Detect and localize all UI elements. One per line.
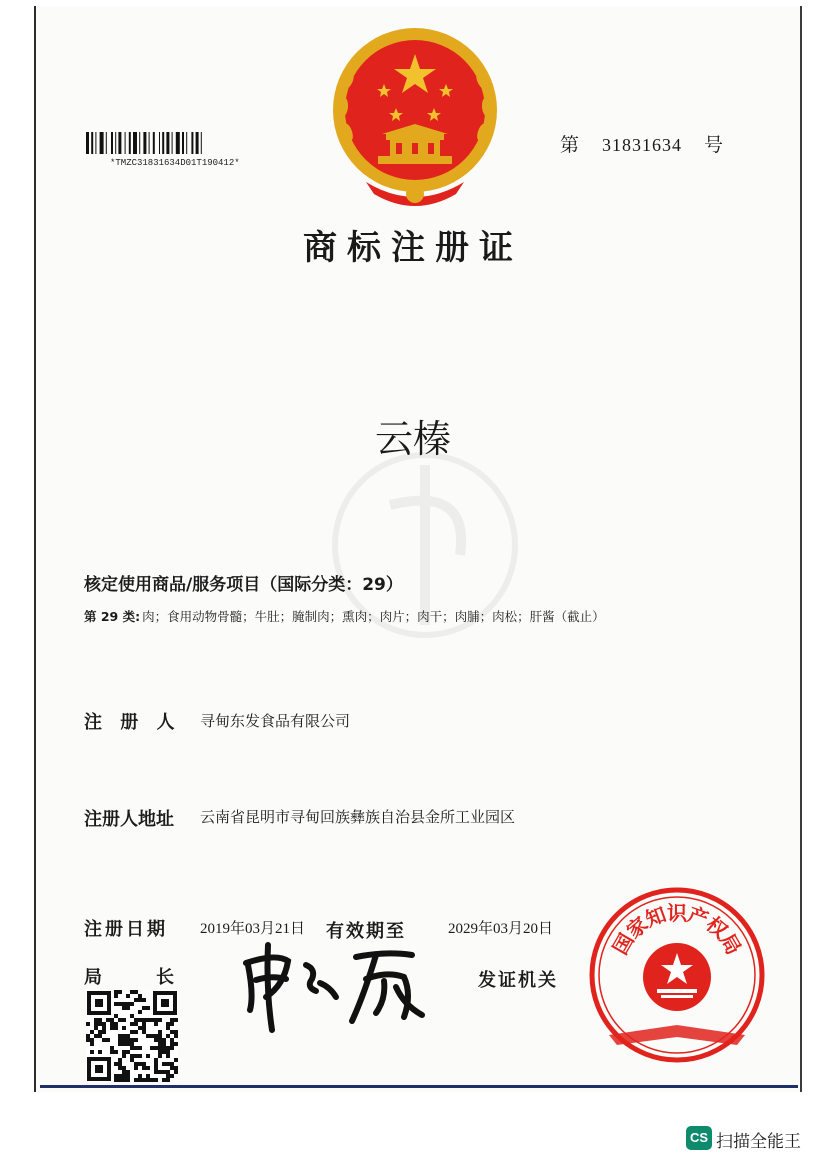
registrant-label: 注 册 人 bbox=[84, 712, 181, 733]
svg-text:权: 权 bbox=[701, 911, 733, 944]
issuer-label: 发证机关 bbox=[478, 970, 558, 991]
number-prefix: 第 bbox=[560, 134, 581, 156]
number-suffix: 号 bbox=[704, 134, 725, 156]
valid-until-date: 2029年03月20日 bbox=[448, 921, 554, 937]
svg-text:产: 产 bbox=[684, 902, 712, 932]
svg-text:家: 家 bbox=[621, 911, 653, 944]
address-label: 注册人地址 bbox=[84, 809, 174, 830]
address-value: 云南省昆明市寻甸回族彝族自治县金所工业园区 bbox=[200, 808, 516, 826]
barcode-number: *TMZC31831634D01T190412* bbox=[110, 158, 240, 168]
national-emblem-icon bbox=[326, 22, 504, 214]
certificate-title: 商标注册证 bbox=[303, 228, 523, 268]
camscanner-logo-icon: CS bbox=[686, 1126, 712, 1150]
qr-code-icon bbox=[86, 990, 178, 1082]
director-signature-icon bbox=[236, 935, 446, 1035]
number-value: 31831634 bbox=[602, 135, 683, 155]
official-seal-icon bbox=[587, 885, 767, 1065]
registrant-value: 寻甸东发食品有限公司 bbox=[200, 712, 351, 730]
trademark-name: 云榛 bbox=[374, 417, 451, 461]
certificate-number bbox=[560, 130, 724, 157]
svg-text:局: 局 bbox=[715, 929, 747, 959]
svg-text:国: 国 bbox=[607, 929, 639, 959]
validity-label: 有效期至 bbox=[326, 921, 406, 942]
barcode-icon bbox=[86, 132, 282, 160]
bottom-rule bbox=[40, 1085, 798, 1088]
director-label: 局 长 bbox=[84, 967, 174, 988]
registration-date-label: 注册日期 bbox=[84, 919, 168, 940]
registration-date: 2019年03月21日 bbox=[200, 921, 306, 937]
camscanner-app-name: 扫描全能王 bbox=[716, 1132, 801, 1152]
goods-class-label: 第 29 类: bbox=[84, 609, 141, 624]
svg-text:识: 识 bbox=[667, 901, 687, 925]
svg-text:知: 知 bbox=[642, 902, 670, 932]
goods-items: 肉；食用动物骨髓；牛肚；腌制肉；熏肉；肉片；肉干；肉脯；肉松；肝酱（截止） bbox=[142, 609, 605, 624]
goods-list bbox=[84, 607, 605, 625]
goods-heading: 核定使用商品/服务项目（国际分类：29） bbox=[84, 575, 403, 595]
